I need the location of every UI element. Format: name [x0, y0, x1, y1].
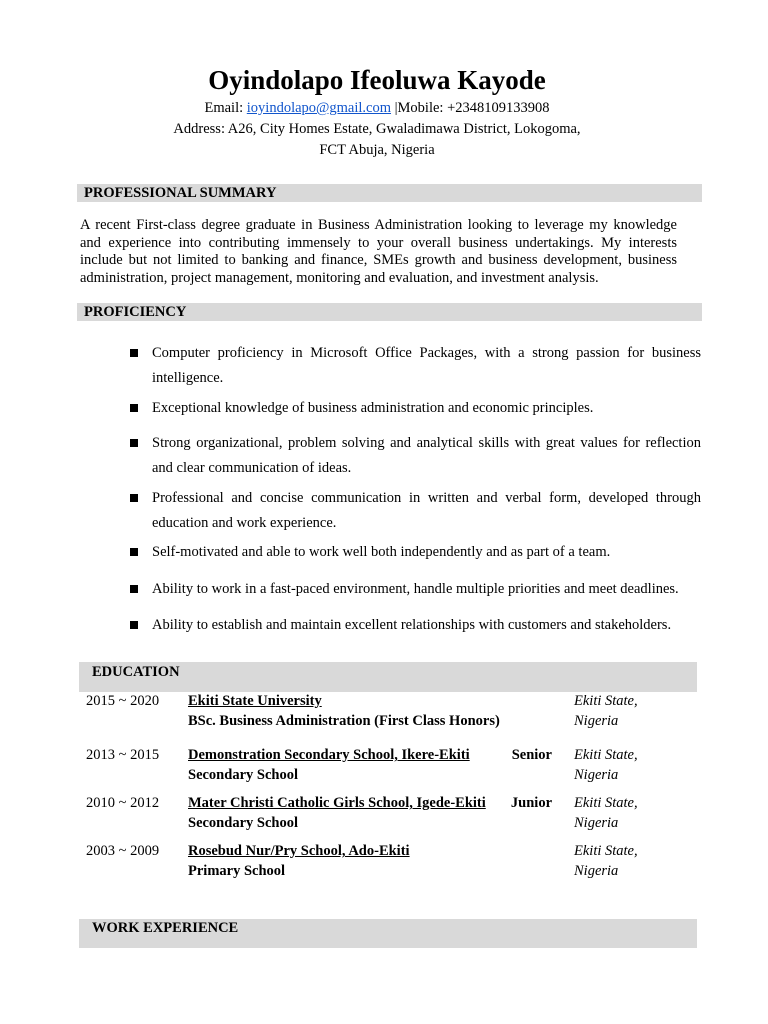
education-entry: [80, 794, 697, 834]
school-level: Senior: [511, 747, 552, 763]
address-line-2: FCT Abuja, Nigeria: [319, 142, 435, 158]
school-level: Junior: [510, 795, 552, 811]
education-years: 2010 ~ 2012: [86, 795, 160, 811]
location-country: Nigeria: [574, 814, 619, 831]
education-entry: [80, 746, 697, 786]
email-label: Email:: [204, 100, 244, 116]
list-item: Self-motivated and able to work well both independently and as part of a team.: [130, 540, 701, 565]
location-state: Ekiti State,: [574, 843, 638, 859]
bullet-square-icon: [130, 548, 138, 556]
contact-line: [0, 98, 754, 118]
list-item: Ability to work in a fast-paced environment, handle multiple priorities and meet deadlines.: [130, 577, 701, 602]
location-country: Nigeria: [574, 766, 619, 783]
mobile-text: |Mobile: +2348109133908: [394, 100, 550, 116]
candidate-name: Oyindolapo Ifeoluwa Kayode: [208, 65, 546, 95]
bullet-square-icon: [130, 621, 138, 629]
degree-text: Secondary School: [188, 814, 298, 831]
education-years: 2015 ~ 2020: [86, 693, 160, 709]
list-item: Computer proficiency in Microsoft Office Packages, with a strong passion for business intelligence.: [130, 341, 701, 391]
proficiency-heading: PROFICIENCY: [77, 303, 702, 321]
bullet-square-icon: [130, 585, 138, 593]
education-entry: [80, 842, 697, 882]
bullet-square-icon: [130, 349, 138, 357]
school-name: Mater Christi Catholic Girls School, Igede-Ekiti: [188, 795, 486, 811]
location-country: Nigeria: [574, 712, 619, 729]
work-experience-heading: WORK EXPERIENCE: [79, 919, 697, 948]
location-state: Ekiti State,: [574, 693, 638, 709]
degree-text: Primary School: [188, 862, 286, 879]
education-years: 2003 ~ 2009: [86, 843, 160, 859]
degree-text: Secondary School: [188, 766, 298, 783]
summary-text: A recent First-class degree graduate in Business Administration looking to leverage my knowledge and experience into contributing immensely to your overall business undertakings. My interests include but not limited to banking and finance, SMEs growth and business development, business administration, project management, monitoring and evaluation, and investment analysis.: [80, 217, 677, 286]
list-item: Strong organizational, problem solving and analytical skills with great values for reflection and clear communication of ideas.: [130, 431, 701, 481]
education-entry: [80, 692, 697, 732]
email-link[interactable]: ioyindolapo@gmail.com: [246, 100, 392, 116]
location-state: Ekiti State,: [574, 747, 638, 763]
school-name: Ekiti State University: [188, 693, 322, 709]
location-country: Nigeria: [574, 862, 619, 879]
bullet-square-icon: [130, 404, 138, 412]
address-line-1: Address: A26, City Homes Estate, Gwaladimawa District, Lokogoma,: [173, 121, 581, 137]
bullet-square-icon: [130, 494, 138, 502]
education-years: 2013 ~ 2015: [86, 747, 160, 763]
list-item: Ability to establish and maintain excellent relationships with customers and stakeholders.: [130, 613, 701, 638]
school-name: Rosebud Nur/Pry School, Ado-Ekiti: [188, 843, 410, 859]
bullet-square-icon: [130, 439, 138, 447]
list-item: Exceptional knowledge of business administration and economic principles.: [130, 396, 701, 421]
summary-heading: PROFESSIONAL SUMMARY: [77, 184, 702, 202]
list-item: Professional and concise communication in written and verbal form, developed through education and work experience.: [130, 486, 701, 536]
education-heading: EDUCATION: [79, 662, 697, 692]
location-state: Ekiti State,: [574, 795, 638, 811]
degree-text: BSc. Business Administration (First Class Honors): [188, 712, 500, 729]
school-name: Demonstration Secondary School, Ikere-Ekiti: [188, 747, 470, 763]
